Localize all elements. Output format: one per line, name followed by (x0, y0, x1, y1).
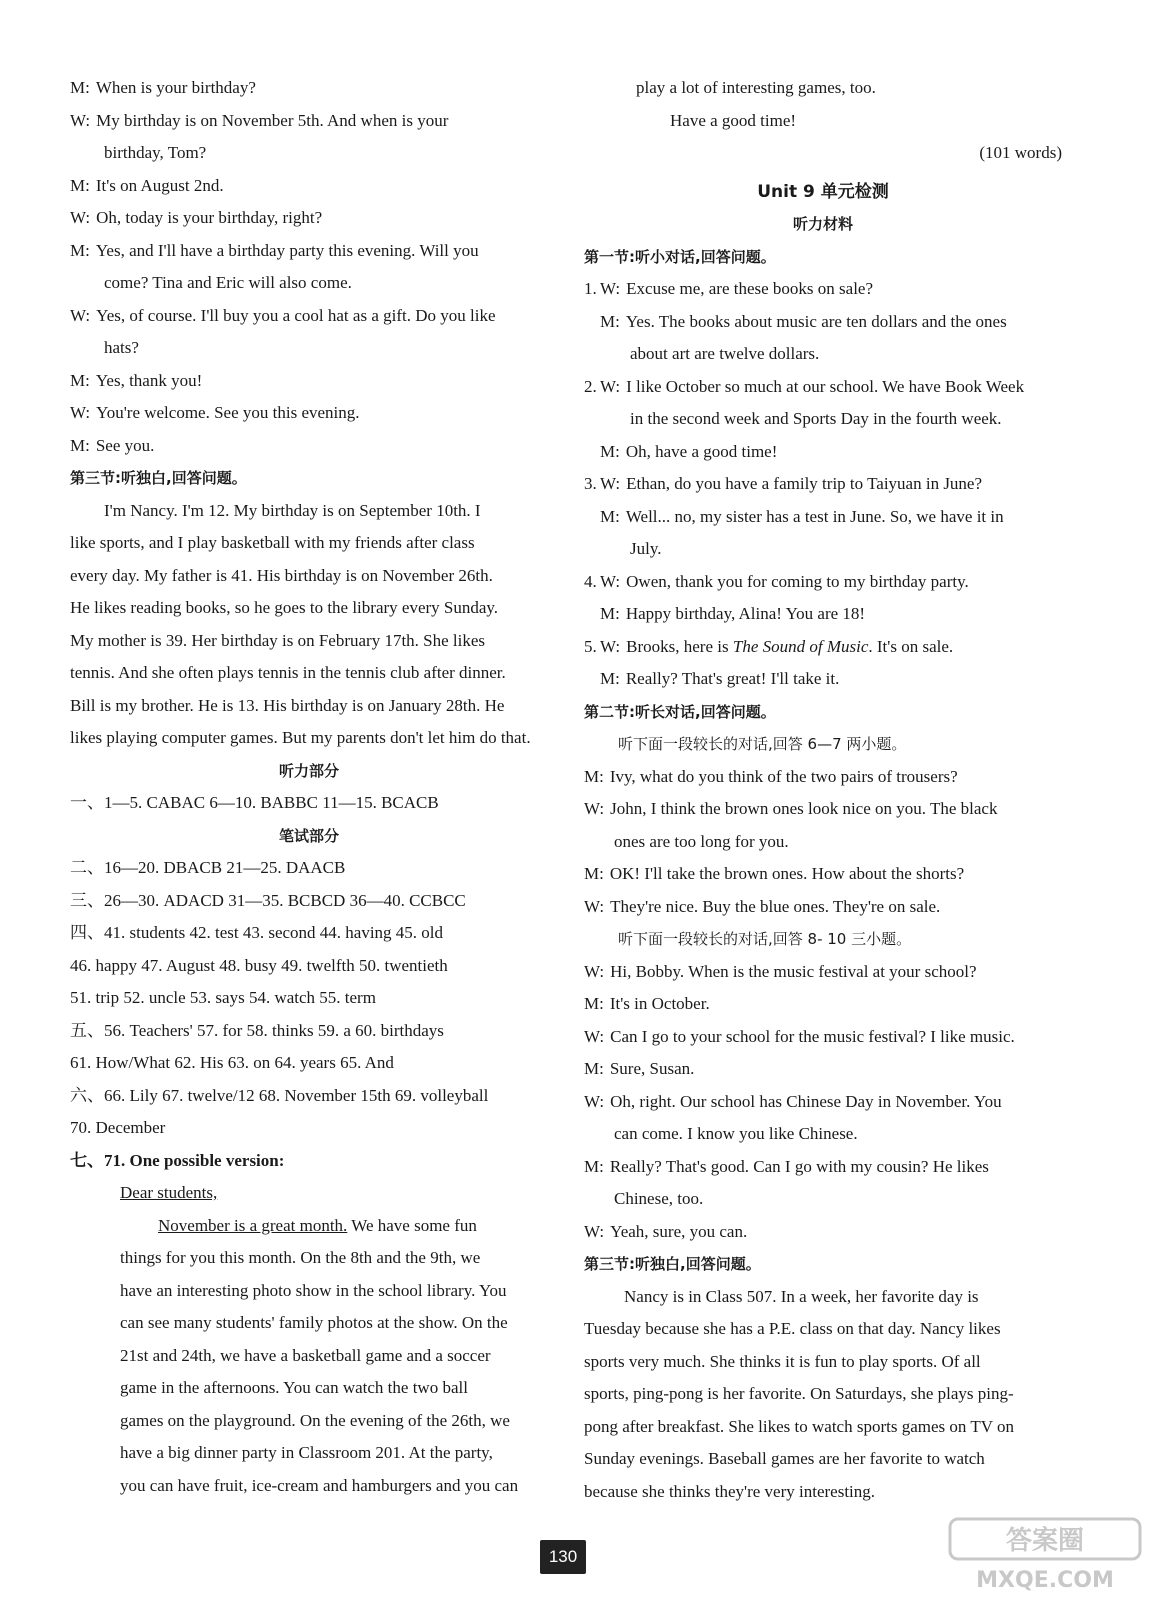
monologue-right (584, 1281, 1062, 1509)
short-dialogs (584, 273, 1062, 696)
speaker-label: M: (70, 175, 90, 195)
question-number: 4. (584, 571, 597, 591)
right-column (584, 72, 1062, 1508)
dialog-text: come? Tina and Eric will also come. (104, 273, 352, 292)
dialog-block (70, 72, 548, 462)
section2-heading: 第二节:听长对话,回答问题。 (584, 702, 776, 721)
dialog-line (70, 235, 548, 268)
dialog-continuation: July. (630, 539, 662, 558)
dialog-line (584, 761, 1062, 794)
letter-body (70, 1242, 548, 1502)
dialog-text: Yes. The books about music are ten dollars and the ones (625, 311, 1007, 331)
listening-material-title: 听力材料 (792, 215, 853, 233)
q71-heading: 七、71. One possible version: (70, 1150, 285, 1170)
speaker-label: M: (70, 370, 90, 390)
speaker-label: M: (600, 604, 620, 623)
dialog-text: Sure, Susan. (609, 1059, 695, 1078)
dialog-line (70, 397, 548, 430)
dialog-text: Yes, and I'll have a birthday party this evening. Will you (95, 240, 479, 260)
monologue-line: Sunday evenings. Baseball games are her favorite to watch (584, 1449, 985, 1468)
watermark-text: MXQE.COM (976, 1568, 1114, 1593)
speaker-label: M: (584, 1059, 604, 1078)
dialog-text: Yeah, sure, you can. (610, 1221, 748, 1241)
dialog-line (70, 105, 548, 138)
speaker-label: M: (70, 240, 90, 260)
dialog-line (70, 137, 548, 170)
listening-answers: 一、1—5. CABAC 6—10. BABBC 11—15. BCACB (70, 793, 439, 812)
speaker-label: M: (600, 669, 620, 688)
monologue-line: because she thinks they're very interesting. (584, 1481, 876, 1501)
speaker-label: W: (600, 279, 621, 298)
speaker-label: W: (584, 896, 605, 916)
monologue-line: I'm Nancy. I'm 12. My birthday is on September 10th. I (104, 500, 481, 520)
answer-line: 四、41. students 42. test 43. second 44. having 45. old (70, 923, 444, 942)
speaker-label: M: (584, 994, 604, 1013)
speaker-label: W: (70, 403, 91, 422)
speaker-label: M: (584, 1156, 604, 1176)
answer-line: 三、26—30. ADACD 31—35. BCBCD 36—40. CCBCC (70, 890, 466, 910)
speaker-label: M: (70, 78, 90, 97)
speaker-label: W: (584, 1221, 605, 1241)
dialog-text: They're nice. Buy the blue ones. They're on sale. (610, 896, 941, 916)
dialog-text: Really? That's good. Can I go with my cousin? He likes (609, 1156, 989, 1176)
dialog-line (584, 1053, 1062, 1086)
dialog-line (584, 858, 1062, 891)
answer-line: 61. How/What 62. His 63. on 64. years 65. And (70, 1053, 394, 1072)
dialog-line (70, 365, 548, 398)
dialog8-intro: 听下面一段较长的对话,回答 8- 10 三小题。 (618, 930, 912, 948)
dialog-text: When is your birthday? (95, 78, 256, 97)
dialog-continuation: ones are too long for you. (614, 831, 789, 851)
section1-heading: 第一节:听小对话,回答问题。 (584, 247, 776, 266)
question-number: 5. (584, 636, 597, 656)
monologue-line: tennis. And she often plays tennis in the tennis club after dinner. (70, 663, 506, 682)
dialog-text: Oh, have a good time! (625, 441, 778, 461)
dialog-text: Happy birthday, Alina! You are 18! (625, 604, 866, 623)
speaker-label: W: (70, 305, 91, 325)
speaker-label: W: (600, 571, 621, 591)
short-dialog-line (584, 631, 1062, 664)
dialog-line (584, 891, 1062, 924)
svg-text:答案圈: 答案圈 (1005, 1526, 1085, 1556)
left-column (70, 72, 548, 1502)
speaker-label: W: (70, 208, 91, 227)
letter-line: have an interesting photo show in the school library. You (120, 1280, 507, 1300)
word-count: (101 words) (979, 143, 1062, 162)
dialog-line (584, 1086, 1062, 1119)
speaker-label: W: (600, 474, 621, 493)
dialog-text: It's in October. (609, 994, 710, 1013)
answer-line: 51. trip 52. uncle 53. says 54. watch 55. term (70, 988, 376, 1007)
dialog-line (70, 72, 548, 105)
dialog-text: hats? (104, 338, 139, 357)
dialog-text: Brooks, here is The Sound of Music. It's on sale. (626, 636, 954, 656)
dialog-text: Can I go to your school for the music festival? I like music. (610, 1026, 1015, 1046)
short-dialog-line (584, 663, 1062, 696)
letter-topic-sentence: November is a great month. (158, 1215, 348, 1235)
dialog-text: OK! I'll take the brown ones. How about the shorts? (609, 864, 965, 883)
monologue-line: He likes reading books, so he goes to the library every Sunday. (70, 598, 499, 617)
letter-line: you can have fruit, ice-cream and hamburgers and you can (120, 1475, 519, 1495)
monologue-line: pong after breakfast. She likes to watch sports games on TV on (584, 1416, 1014, 1436)
monologue-line: sports, ping-pong is her favorite. On Saturdays, she plays ping- (584, 1384, 1014, 1403)
dialog-text: Owen, thank you for coming to my birthday party. (626, 571, 969, 591)
dialog-line (70, 202, 548, 235)
letter-line: have a big dinner party in Classroom 201. At the party, (120, 1443, 493, 1462)
dialog-text: Well... no, my sister has a test in June. So, we have it in (625, 506, 1004, 526)
page-number: 130 (540, 1540, 586, 1574)
letter-first-rest: We have some fun (347, 1215, 477, 1235)
dialog-text: Excuse me, are these books on sale? (626, 279, 874, 298)
dialog-text: Ivy, what do you think of the two pairs of trousers? (609, 766, 958, 786)
dialog-line (584, 1151, 1062, 1184)
monologue-line: Tuesday because she has a P.E. class on that day. Nancy likes (584, 1319, 1001, 1338)
dialog-line (70, 430, 548, 463)
speaker-label: W: (584, 799, 605, 818)
monologue-line: My mother is 39. Her birthday is on February 17th. She likes (70, 630, 486, 650)
dialog-text: It's on August 2nd. (95, 175, 224, 195)
dialog-text: See you. (95, 435, 155, 455)
letter-greeting: Dear students, (120, 1183, 218, 1202)
dialog-line (584, 1216, 1062, 1249)
letter-line: can see many students' family photos at the show. On the (120, 1313, 508, 1332)
letter-line: games on the playground. On the evening of the 26th, we (120, 1410, 510, 1430)
speaker-label: M: (584, 864, 604, 883)
speaker-label: W: (584, 1026, 605, 1046)
speaker-label: M: (600, 506, 620, 526)
monologue-line: like sports, and I play basketball with my friends after class (70, 533, 475, 552)
dialog-text: Yes, of course. I'll buy you a cool hat as a gift. Do you like (96, 305, 496, 325)
dialog-line (584, 988, 1062, 1021)
speaker-label: W: (584, 961, 605, 981)
short-dialog-line (584, 501, 1062, 534)
answer-line: 70. December (70, 1118, 166, 1137)
long-dialog-1 (584, 761, 1062, 924)
dialog-text: Oh, right. Our school has Chinese Day in November. You (610, 1091, 1002, 1111)
dialog-line (70, 267, 548, 300)
dialog-text: Ethan, do you have a family trip to Taiyuan in June? (626, 474, 983, 493)
letter-closing: Have a good time! (670, 110, 797, 130)
answer-line: 五、56. Teachers' 57. for 58. thinks 59. a 60. birthdays (70, 1020, 444, 1040)
question-number: 1. (584, 279, 597, 298)
speaker-label: W: (70, 110, 91, 130)
short-dialog-line (584, 371, 1062, 404)
dialog-continuation: about art are twelve dollars. (630, 344, 820, 363)
speaker-label: M: (600, 441, 620, 461)
monologue-line: Nancy is in Class 507. In a week, her favorite day is (624, 1286, 979, 1306)
dialog6-intro: 听下面一段较长的对话,回答 6—7 两小题。 (618, 735, 907, 753)
letter-continued: play a lot of interesting games, too. (636, 78, 876, 97)
dialog-text: John, I think the brown ones look nice on you. The black (610, 799, 998, 818)
letter-line: 21st and 24th, we have a basketball game and a soccer (120, 1345, 491, 1365)
short-dialog-line (584, 566, 1062, 599)
dialog-line (584, 956, 1062, 989)
speaker-label: M: (70, 435, 90, 455)
dialog-line (70, 300, 548, 333)
dialog-text: My birthday is on November 5th. And when is your (96, 110, 449, 130)
short-dialog-line (584, 273, 1062, 306)
monologue-line: sports very much. She thinks it is fun to play sports. Of all (584, 1351, 981, 1371)
answer-line: 六、66. Lily 67. twelve/12 68. November 15th 69. volleyball (70, 1085, 489, 1105)
dialog-text: Oh, today is your birthday, right? (96, 208, 323, 227)
speaker-label: W: (584, 1091, 605, 1111)
monologue-line: Bill is my brother. He is 13. His birthday is on January 28th. He (70, 695, 505, 715)
short-dialog-line (584, 306, 1062, 339)
dialog-continuation: Chinese, too. (614, 1189, 704, 1208)
letter-line: game in the afternoons. You can watch the two ball (120, 1378, 468, 1397)
answer-line: 46. happy 47. August 48. busy 49. twelfth 50. twentieth (70, 955, 448, 975)
letter-first-line (70, 1210, 548, 1243)
unit-title: Unit 9 单元检测 (757, 181, 889, 202)
dialog-text: Hi, Bobby. When is the music festival at your school? (610, 961, 977, 981)
dialog-text: Yes, thank you! (95, 370, 203, 390)
dialog-line (584, 1021, 1062, 1054)
answer-line: 二、16—20. DBACB 21—25. DAACB (70, 858, 346, 877)
section3-heading: 第三节:听独白,回答问题。 (70, 469, 247, 487)
monologue-line: likes playing computer games. But my parents don't let him do that. (70, 728, 531, 747)
dialog-text: I like October so much at our school. We have Book Week (626, 376, 1025, 396)
speaker-label: W: (600, 636, 621, 656)
short-dialog-line (584, 598, 1062, 631)
dialog-text: birthday, Tom? (104, 143, 207, 162)
answer-block (70, 852, 548, 1145)
dialog-continuation: can come. I know you like Chinese. (614, 1124, 858, 1143)
speaker-label: M: (600, 311, 620, 331)
dialog-continuation: in the second week and Sports Day in the fourth week. (630, 409, 1002, 428)
dialog-text: Really? That's great! I'll take it. (625, 669, 840, 688)
section3-heading-right: 第三节:听独白,回答问题。 (584, 1255, 761, 1273)
question-number: 2. (584, 376, 597, 396)
monologue-block (70, 495, 548, 755)
dialog-line (70, 332, 548, 365)
short-dialog-line (584, 436, 1062, 469)
dialog-line (584, 793, 1062, 826)
question-number: 3. (584, 474, 597, 493)
long-dialog-2 (584, 956, 1062, 1249)
dialog-line (70, 170, 548, 203)
watermark-logo (945, 1515, 1155, 1595)
speaker-label: W: (600, 376, 621, 396)
dialog-text: You're welcome. See you this evening. (96, 403, 360, 422)
listening-part-title: 听力部分 (278, 761, 339, 780)
book-title: The Sound of Music (732, 636, 869, 656)
speaker-label: M: (584, 766, 604, 786)
monologue-line: every day. My father is 41. His birthday is on November 26th. (70, 565, 493, 585)
writing-part-title: 笔试部分 (278, 826, 339, 845)
letter-line: things for you this month. On the 8th and the 9th, we (120, 1248, 481, 1267)
short-dialog-line (584, 468, 1062, 501)
